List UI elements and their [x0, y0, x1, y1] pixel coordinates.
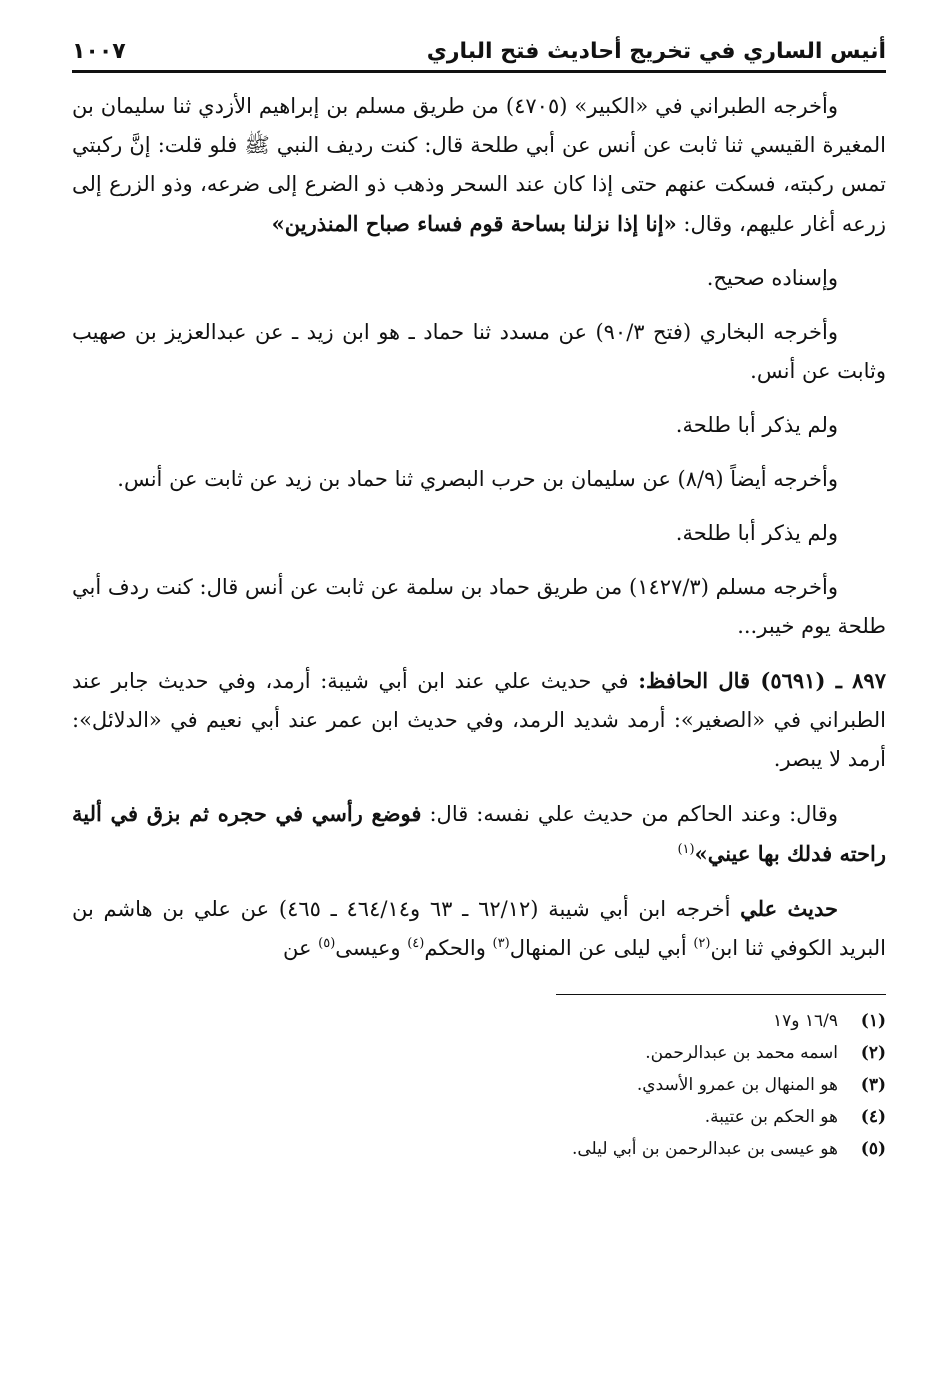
paragraph-text: أبي ليلى عن المنهال	[509, 936, 694, 960]
main-text	[72, 87, 886, 968]
entry-heading: ٨٩٧ ـ (٥٦٩١) قال الحافظ:	[638, 668, 886, 693]
header-rule	[72, 70, 886, 73]
section-lead: حديث علي	[740, 896, 838, 921]
paragraph-hadith-ali	[72, 889, 886, 968]
footnote-item	[72, 1133, 886, 1165]
footnote-item	[72, 1101, 886, 1133]
paragraph-text: أخرجه ابن أبي شيبة (٦٢/١٢ ـ ٦٣ و٤٦٤/١٤ ـ ٤٦٥) عن علي بن هاشم بن البريد الكوفي ثنا ابن	[72, 897, 886, 960]
page-number: ١٠٠٧	[72, 39, 126, 64]
paragraph-muslim: وأخرجه مسلم (١٤٢٧/٣) من طريق حماد بن سلمة عن ثابت عن أنس قال: كنت ردف أبي طلحة يوم خيبر...	[72, 575, 886, 638]
paragraph-hakim	[72, 794, 886, 874]
footnote-number: (٥)	[860, 1139, 886, 1159]
paragraph-bukhari-2: وأخرجه أيضاً (٨/٩) عن سليمان بن حرب البصري ثنا حماد بن زيد عن ثابت عن أنس.	[117, 467, 838, 491]
footnote-text: هو المنهال بن عمرو الأسدي.	[636, 1075, 838, 1095]
paragraph-tabarani	[72, 87, 886, 244]
entry-text: في حديث علي عند ابن أبي شيبة: أرمد، وفي حديث جابر عند الطبراني في «الصغير»: أرمد شديد الرمد، وفي حديث ابن عمر عند أبي نعيم في «الدلائل»: أرمد لا يبصر.	[72, 669, 886, 771]
paragraph-text: وأخرجه الطبراني في «الكبير» (٤٧٠٥) من طريق مسلم بن إبراهيم الأزدي ثنا سليمان بن المغيرة القيسي ثنا ثابت عن أنس عن أبي طلحة قال: كنت رديف النبي ﷺ فلو قلت: إنَّ ركبتي تمس ركبته، فسكت عنهم حتى إذا كان عند السحر وذهب ذو الضرع إلى ضرعه، وذو الزرع إلى زرعه أغار عليهم، وقال:	[72, 94, 886, 236]
footnote-ref[interactable]: (١)	[677, 842, 695, 857]
paragraph-text: عن	[282, 936, 319, 960]
paragraph-text: وعيسى	[335, 936, 408, 960]
paragraph-isnad: وإسناده صحيح.	[706, 266, 838, 290]
footnote-item	[72, 1037, 886, 1069]
paragraph-text: والحكم	[424, 936, 493, 960]
hadith-quote: «إنا إذا نزلنا بساحة قوم فساء صباح المنذرين»	[271, 211, 677, 236]
footnote-separator	[72, 994, 886, 995]
footnote-number: (١)	[860, 1011, 886, 1031]
running-header	[72, 38, 886, 70]
footnote-ref[interactable]: (٥)	[318, 936, 336, 951]
paragraph-note-2: ولم يذكر أبا طلحة.	[675, 521, 838, 545]
hadith-quote: فوضع رأسي في حجره ثم بزق في ألية راحته فدلك بها عيني»	[72, 801, 886, 866]
paragraph-note-1: ولم يذكر أبا طلحة.	[675, 413, 838, 437]
footnote-text: هو الحكم بن عتيبة.	[704, 1107, 838, 1127]
footnote-number: (٣)	[860, 1075, 886, 1095]
footnote-number: (٤)	[860, 1107, 886, 1127]
paragraph-text: وقال: وعند الحاكم من حديث علي نفسه: قال:	[421, 802, 838, 826]
book-title: أنيس الساري في تخريج أحاديث فتح الباري	[426, 39, 886, 64]
footnote-item	[72, 1069, 886, 1101]
footnotes	[72, 1005, 886, 1165]
entry-897	[72, 661, 886, 779]
footnote-item	[72, 1005, 886, 1037]
footnote-text: ١٦/٩ و١٧	[772, 1011, 838, 1031]
footnote-number: (٢)	[860, 1043, 886, 1063]
footnote-ref[interactable]: (٤)	[407, 936, 425, 951]
footnote-ref[interactable]: (٢)	[693, 936, 711, 951]
footnote-ref[interactable]: (٣)	[492, 936, 510, 951]
footnote-text: اسمه محمد بن عبدالرحمن.	[645, 1043, 838, 1063]
paragraph-bukhari: وأخرجه البخاري (فتح ٩٠/٣) عن مسدد ثنا حماد ـ هو ابن زيد ـ عن عبدالعزيز بن صهيب وثابت عن أنس.	[72, 320, 886, 383]
footnote-text: هو عيسى بن عبدالرحمن بن أبي ليلى.	[571, 1139, 838, 1159]
